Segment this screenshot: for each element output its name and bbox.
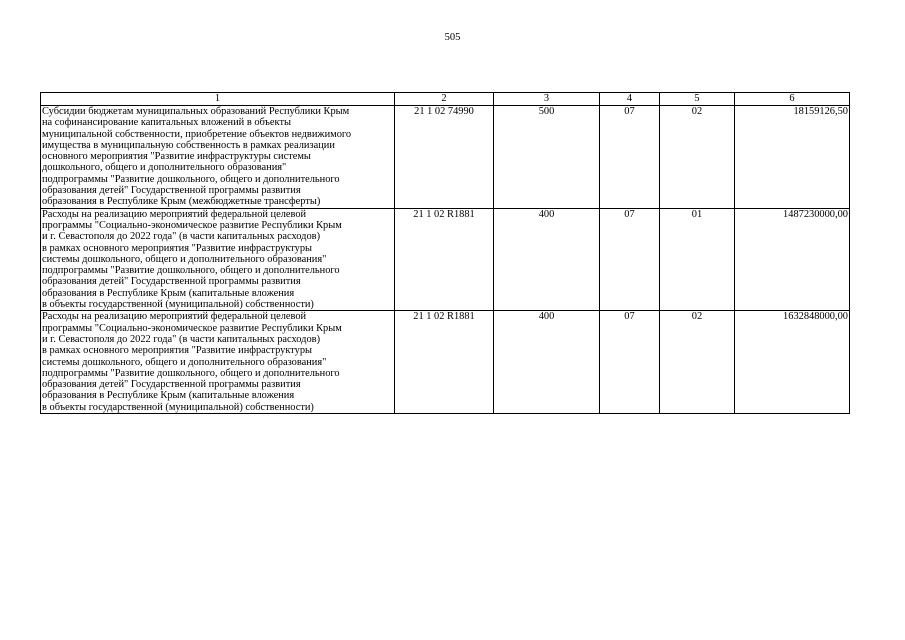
row-type: 500	[494, 106, 600, 209]
row-type: 400	[494, 311, 600, 414]
page-number: 505	[444, 32, 461, 43]
column-header-1: 1	[41, 93, 395, 106]
row-section: 07	[600, 106, 660, 209]
row-section: 07	[600, 208, 660, 311]
row-description: Субсидии бюджетам муниципальных образований Республики Крым на софинансирование капитальных вложений в объекты муниципальной собственности, приобретение объектов недвижимого имущества в муниципальную собственность в рамках реализации основного мероприятия "Развитие инфраструктуры системы дошкольного, общего и дополнительного образования" подпрограммы "Развитие дошкольного, общего и дополнительного образования детей" Государственной программы развития образования в Республике Крым (межбюджетные трансферты)	[41, 106, 395, 209]
table-row	[41, 311, 850, 414]
column-header-6: 6	[735, 93, 850, 106]
row-description: Расходы на реализацию мероприятий федеральной целевой программы "Социально-экономическое развитие Республики Крым и г. Севастополя до 2022 года" (в части капитальных расходов) в рамках основного мероприятия "Развитие инфраструктуры системы дошкольного, общего и дополнительного образования" подпрограммы "Развитие дошкольного, общего и дополнительного образования детей" Государственной программы развития образования в Республике Крым (капитальные вложения в объекты государственной (муниципальной) собственности)	[41, 208, 395, 311]
row-code: 21 1 02 R1881	[395, 208, 494, 311]
row-section: 07	[600, 311, 660, 414]
row-amount: 18159126,50	[735, 106, 850, 209]
column-header-4: 4	[600, 93, 660, 106]
table-row	[41, 208, 850, 311]
row-subsection: 02	[660, 311, 735, 414]
column-header-2: 2	[395, 93, 494, 106]
row-code: 21 1 02 74990	[395, 106, 494, 209]
row-subsection: 01	[660, 208, 735, 311]
row-code: 21 1 02 R1881	[395, 311, 494, 414]
column-header-3: 3	[494, 93, 600, 106]
table-header-row	[41, 93, 850, 106]
row-type: 400	[494, 208, 600, 311]
column-header-5: 5	[660, 93, 735, 106]
row-subsection: 02	[660, 106, 735, 209]
budget-table	[40, 92, 850, 414]
row-description: Расходы на реализацию мероприятий федеральной целевой программы "Социально-экономическое развитие Республики Крым и г. Севастополя до 2022 года" (в части капитальных расходов) в рамках основного мероприятия "Развитие инфраструктуры системы дошкольного, общего и дополнительного образования" подпрограммы "Развитие дошкольного, общего и дополнительного образования детей" Государственной программы развития образования в Республике Крым (капитальные вложения в объекты государственной (муниципальной) собственности)	[41, 311, 395, 414]
row-amount: 1487230000,00	[735, 208, 850, 311]
row-amount: 1632848000,00	[735, 311, 850, 414]
table-row	[41, 106, 850, 209]
